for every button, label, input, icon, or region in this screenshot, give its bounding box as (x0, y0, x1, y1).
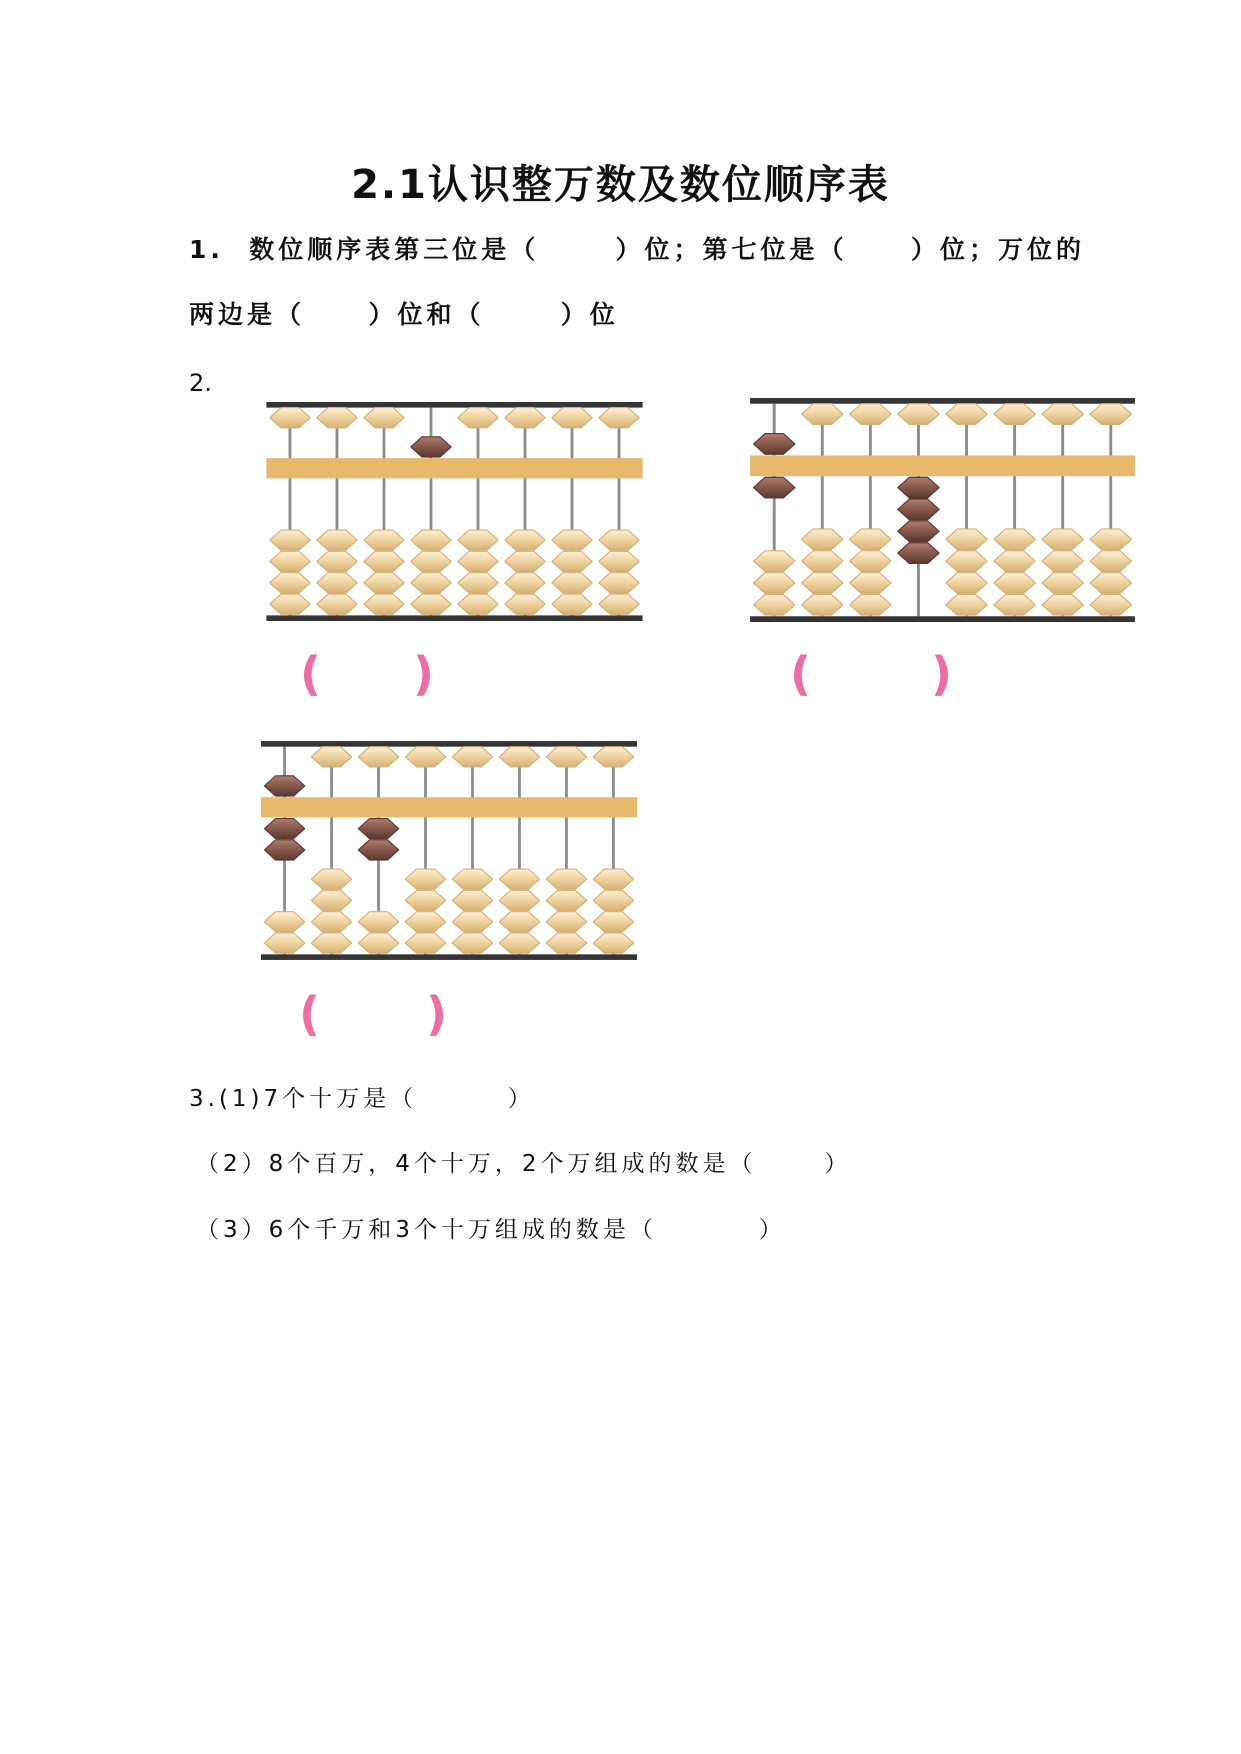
abacus-2-rod-3-lower-bead-3 (850, 551, 891, 572)
abacus-2-rod-5-lower-bead-2 (946, 573, 987, 594)
abacus-3-rod-1-lower-bead-1 (264, 933, 304, 953)
abacus-3-rod-3-lower-bead-active-1 (358, 819, 398, 839)
abacus-2-rod-6-lower-bead-3 (994, 551, 1035, 572)
abacus-1-rod-1-lower-bead-4 (270, 530, 310, 550)
abacus-1-rod-6-lower-bead-1 (505, 594, 545, 614)
abacus-3-rod-4-lower-bead-1 (405, 933, 445, 953)
question-3-item-2: （2）8个百万，4个十万，2个万组成的数是（ ） (196, 1151, 852, 1177)
abacus-3-bottom-bar (261, 954, 637, 960)
abacus-3-rod-7-lower-bead-3 (546, 890, 586, 910)
abacus-1-top-bar (266, 402, 642, 408)
abacus-3-rod-3-lower-bead-2 (358, 912, 398, 932)
question-3-item-1: 3.(1)7个十万是（ ） (189, 1086, 535, 1112)
abacus-2-rod-5-lower-bead-3 (946, 551, 987, 572)
abacus-2-rod-7-upper-bead (1042, 404, 1083, 425)
abacus-2-rod-1-lower-bead-1 (754, 594, 795, 615)
abacus-1-rod-4-lower-bead-2 (411, 573, 451, 593)
abacus-2-answer-close-paren: ) (931, 647, 953, 701)
abacus-3-rod-8-upper-bead (593, 747, 633, 767)
abacus-2 (750, 398, 1135, 622)
abacus-1-rod-4-lower-bead-1 (411, 594, 451, 614)
abacus-3-rod-1-lower-bead-active-2 (264, 840, 304, 860)
abacus-2-rod-4-lower-bead-active-2 (898, 499, 939, 520)
abacus-2-beam (750, 455, 1135, 476)
abacus-3-answer-open-paren: ( (299, 987, 321, 1041)
abacus-3-answer-close-paren: ) (426, 987, 448, 1041)
abacus-2-rod-5-lower-bead-1 (946, 594, 987, 615)
question-3-item-3: （3）6个千万和3个十万组成的数是（ ） (196, 1217, 786, 1243)
abacus-1-rod-2-lower-bead-4 (317, 530, 357, 550)
abacus-2-rod-1-upper-bead (754, 434, 795, 455)
abacus-3 (261, 741, 637, 960)
abacus-1-rod-1-upper-bead (270, 408, 310, 428)
abacus-2-bottom-bar (750, 616, 1135, 622)
abacus-2-rod-1-lower-bead-2 (754, 573, 795, 594)
abacus-2-rod-8-lower-bead-4 (1090, 529, 1131, 550)
abacus-1 (266, 402, 643, 621)
abacus-2-rod-7-lower-bead-1 (1042, 594, 1083, 615)
question-1-line-2: 两边是（ ）位和（ ）位 (189, 300, 619, 329)
abacus-1-rod-4-lower-bead-4 (411, 530, 451, 550)
abacus-1-rod-4-lower-bead-3 (411, 551, 451, 571)
abacus-1-rod-3-lower-bead-1 (364, 594, 404, 614)
abacus-2-rod-8-lower-bead-1 (1090, 594, 1131, 615)
abacus-3-rod-5-upper-bead (452, 747, 492, 767)
abacus-3-rod-5-lower-bead-1 (452, 933, 492, 953)
abacus-1-rod-5-lower-bead-1 (458, 594, 498, 614)
abacus-2-rod-8-lower-bead-3 (1090, 551, 1131, 572)
abacus-2-rod-4-lower-bead-active-4 (898, 543, 939, 564)
abacus-1-rod-2-lower-bead-3 (317, 551, 357, 571)
abacus-3-rod-8-lower-bead-1 (593, 933, 633, 953)
abacus-3-rod-5-lower-bead-4 (452, 869, 492, 889)
question-1-line-1: 1. 数位顺序表第三位是（ ）位；第七位是（ ）位；万位的 (189, 235, 1086, 264)
abacus-3-rod-2-lower-bead-2 (311, 912, 351, 932)
abacus-1-rod-4-upper-bead (411, 437, 451, 457)
abacus-1-rod-2-lower-bead-2 (317, 573, 357, 593)
abacus-1-rod-3-upper-bead (364, 408, 404, 428)
abacus-2-rod-1-lower-bead-3 (754, 551, 795, 572)
abacus-1-answer-open-paren: ( (300, 647, 322, 701)
abacus-3-rod-1-lower-bead-active-1 (264, 819, 304, 839)
abacus-3-rod-7-lower-bead-2 (546, 912, 586, 932)
abacus-3-rod-6-lower-bead-3 (499, 890, 539, 910)
abacus-1-rod-5-upper-bead (458, 408, 498, 428)
abacus-3-rod-6-lower-bead-1 (499, 933, 539, 953)
abacus-1-rod-8-upper-bead (599, 408, 639, 428)
abacus-1-bottom-bar (266, 615, 642, 621)
abacus-3-rod-2-upper-bead (311, 747, 351, 767)
abacus-3-rod-1-lower-bead-2 (264, 912, 304, 932)
abacus-2-rod-3-lower-bead-1 (850, 594, 891, 615)
abacus-2-rod-5-upper-bead (946, 404, 987, 425)
abacus-1-rod-7-lower-bead-3 (552, 551, 592, 571)
abacus-3-rod-7-upper-bead (546, 747, 586, 767)
abacus-3-rod-4-lower-bead-2 (405, 912, 445, 932)
abacus-1-rod-1-lower-bead-2 (270, 573, 310, 593)
abacus-2-rod-8-lower-bead-2 (1090, 573, 1131, 594)
abacus-1-beam (266, 458, 642, 478)
abacus-3-rod-2-lower-bead-1 (311, 933, 351, 953)
abacus-1-rod-3-lower-bead-2 (364, 573, 404, 593)
abacus-2-rod-7-lower-bead-2 (1042, 573, 1083, 594)
abacus-1-rod-5-lower-bead-3 (458, 551, 498, 571)
abacus-1-rod-1-lower-bead-3 (270, 551, 310, 571)
abacus-3-rod-1-upper-bead (264, 776, 304, 796)
abacus-2-rod-8-upper-bead (1090, 404, 1131, 425)
abacus-3-rod-4-lower-bead-4 (405, 869, 445, 889)
abacus-3-rod-8-lower-bead-4 (593, 869, 633, 889)
abacus-1-rod-3-lower-bead-3 (364, 551, 404, 571)
abacus-3-rod-2-lower-bead-4 (311, 869, 351, 889)
abacus-2-rod-2-lower-bead-1 (802, 594, 843, 615)
abacus-1-rod-6-lower-bead-2 (505, 573, 545, 593)
abacus-3-rod-7-lower-bead-4 (546, 869, 586, 889)
question-2-label: 2. (189, 369, 212, 397)
abacus-1-rod-8-lower-bead-2 (599, 573, 639, 593)
abacus-1-rod-2-lower-bead-1 (317, 594, 357, 614)
abacus-2-rod-3-lower-bead-4 (850, 529, 891, 550)
abacus-2-rod-4-lower-bead-active-3 (898, 521, 939, 542)
abacus-2-rod-6-upper-bead (994, 404, 1035, 425)
abacus-3-rod-8-lower-bead-3 (593, 890, 633, 910)
abacus-2-rod-5-lower-bead-4 (946, 529, 987, 550)
abacus-1-rod-8-lower-bead-3 (599, 551, 639, 571)
abacus-1-rod-7-lower-bead-1 (552, 594, 592, 614)
abacus-3-rod-4-upper-bead (405, 747, 445, 767)
abacus-2-rod-6-lower-bead-4 (994, 529, 1035, 550)
abacus-3-beam (261, 797, 637, 817)
abacus-2-rod-7-lower-bead-4 (1042, 529, 1083, 550)
abacus-3-rod-6-lower-bead-2 (499, 912, 539, 932)
abacus-2-top-bar (750, 398, 1135, 404)
abacus-2-rod-3-lower-bead-2 (850, 573, 891, 594)
abacus-3-rod-6-upper-bead (499, 747, 539, 767)
abacus-3-rod-5-lower-bead-2 (452, 912, 492, 932)
abacus-2-rod-3-upper-bead (850, 404, 891, 425)
abacus-1-rod-1-lower-bead-1 (270, 594, 310, 614)
abacus-3-rod-6-lower-bead-4 (499, 869, 539, 889)
abacus-3-rod-5-lower-bead-3 (452, 890, 492, 910)
abacus-2-rod-2-lower-bead-4 (802, 529, 843, 550)
abacus-1-rod-5-lower-bead-4 (458, 530, 498, 550)
abacus-1-rod-6-lower-bead-4 (505, 530, 545, 550)
abacus-1-rod-2-upper-bead (317, 408, 357, 428)
abacus-3-rod-8-lower-bead-2 (593, 912, 633, 932)
abacus-3-rod-4-lower-bead-3 (405, 890, 445, 910)
abacus-3-rod-3-lower-bead-active-2 (358, 840, 398, 860)
abacus-1-rod-3-lower-bead-4 (364, 530, 404, 550)
abacus-2-rod-2-lower-bead-3 (802, 551, 843, 572)
abacus-2-rod-7-lower-bead-3 (1042, 551, 1083, 572)
abacus-1-rod-8-lower-bead-1 (599, 594, 639, 614)
page-title: 2.1认识整万数及数位顺序表 (351, 162, 890, 208)
abacus-3-rod-2-lower-bead-3 (311, 890, 351, 910)
abacus-1-rod-7-lower-bead-4 (552, 530, 592, 550)
abacus-2-rod-4-lower-bead-active-1 (898, 477, 939, 498)
abacus-2-rod-4-upper-bead (898, 404, 939, 425)
abacus-3-rod-3-upper-bead (358, 747, 398, 767)
abacus-2-rod-2-upper-bead (802, 404, 843, 425)
abacus-2-rod-6-lower-bead-2 (994, 573, 1035, 594)
abacus-1-rod-5-lower-bead-2 (458, 573, 498, 593)
abacus-1-rod-7-upper-bead (552, 408, 592, 428)
abacus-3-top-bar (261, 741, 637, 747)
abacus-3-rod-7-lower-bead-1 (546, 933, 586, 953)
abacus-2-rod-1-lower-bead-active-1 (754, 477, 795, 498)
abacus-1-rod-8-lower-bead-4 (599, 530, 639, 550)
abacus-2-answer-open-paren: ( (790, 647, 812, 701)
abacus-1-answer-close-paren: ) (413, 647, 435, 701)
abacus-2-rod-2-lower-bead-2 (802, 573, 843, 594)
abacus-1-rod-7-lower-bead-2 (552, 573, 592, 593)
abacus-3-rod-3-lower-bead-1 (358, 933, 398, 953)
abacus-1-rod-6-upper-bead (505, 408, 545, 428)
abacus-2-rod-6-lower-bead-1 (994, 594, 1035, 615)
abacus-1-rod-6-lower-bead-3 (505, 551, 545, 571)
